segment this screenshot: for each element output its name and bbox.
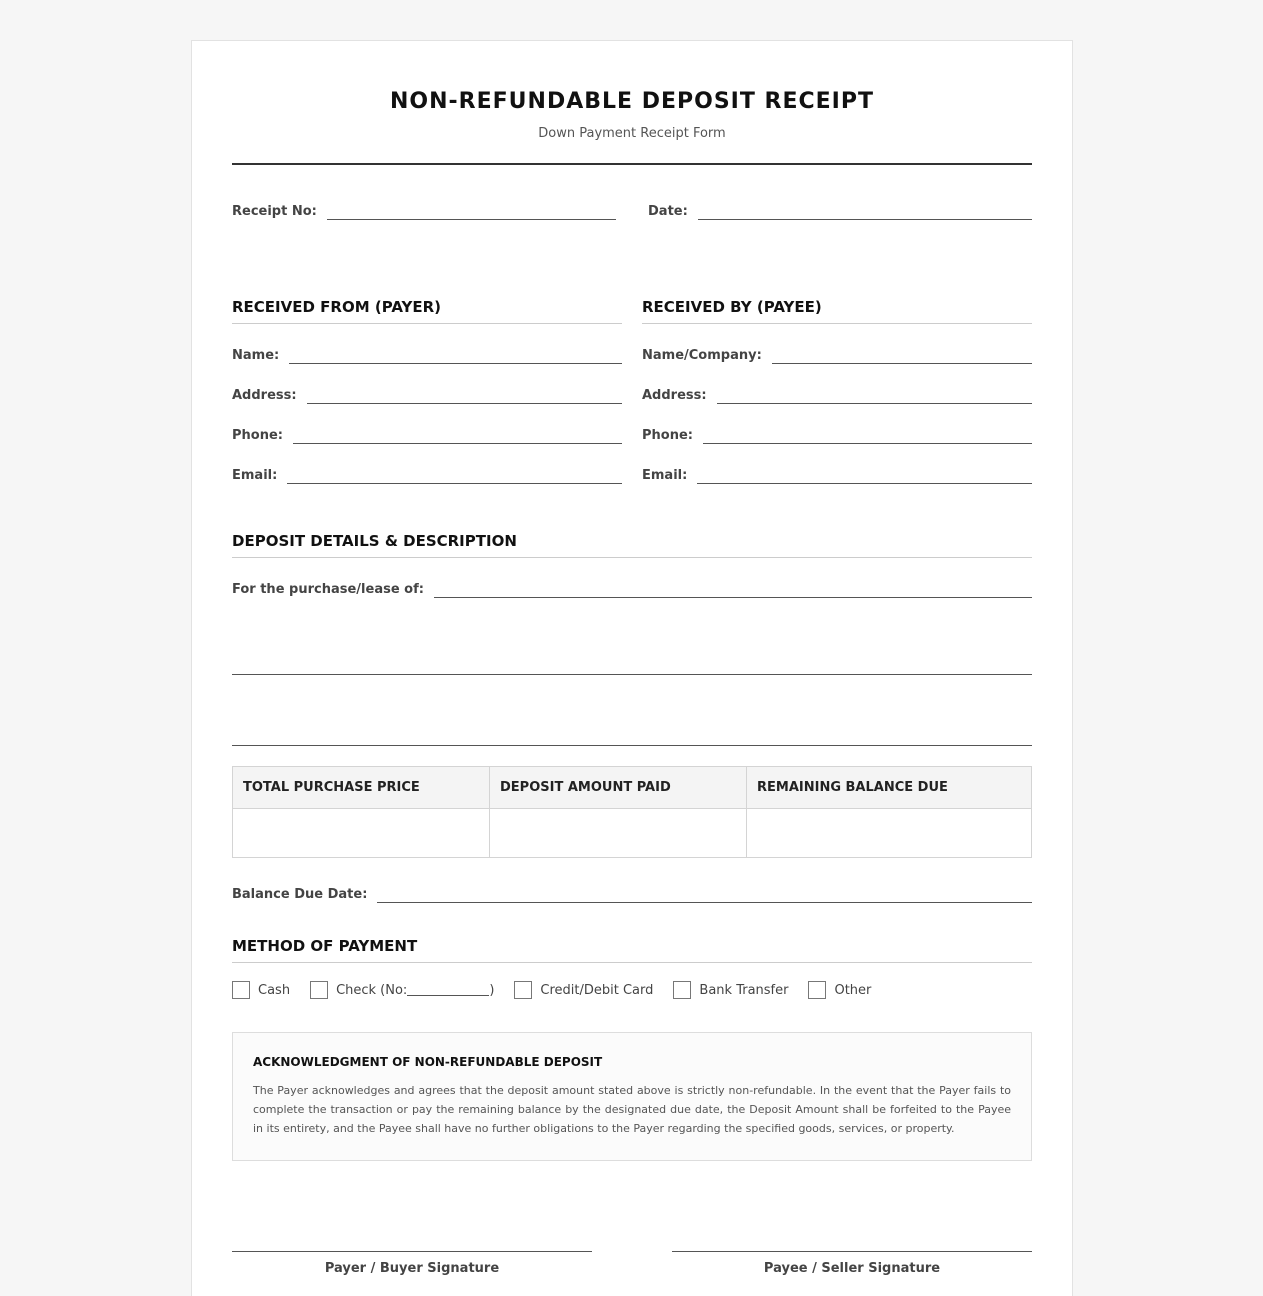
- balance-due-header: REMAINING BALANCE DUE: [747, 767, 1032, 809]
- balance-due-cell[interactable]: [747, 809, 1032, 858]
- payer-address-field: [232, 382, 622, 404]
- payment-method-heading: METHOD OF PAYMENT: [232, 937, 1032, 963]
- receipt-no-field: [232, 198, 616, 220]
- parties-section: [232, 298, 1032, 484]
- cash-label: Cash: [258, 982, 291, 998]
- signature-section: [232, 1251, 1032, 1276]
- payee-address-label: Address:: [642, 388, 707, 403]
- check-label-suffix: ): [489, 982, 495, 998]
- cash-checkbox[interactable]: [232, 981, 250, 999]
- purchase-label: For the purchase/lease of:: [232, 582, 424, 597]
- payee-signature-block: [672, 1251, 1032, 1276]
- payer-email-input[interactable]: [287, 468, 622, 484]
- payer-address-input[interactable]: [307, 388, 622, 404]
- method-other: [808, 981, 871, 999]
- payee-phone-input[interactable]: [703, 428, 1032, 444]
- payer-address-label: Address:: [232, 388, 297, 403]
- payee-heading: RECEIVED BY (PAYEE): [642, 298, 1032, 324]
- receipt-no-input[interactable]: [327, 204, 616, 220]
- amounts-header-row: [233, 767, 1032, 809]
- acknowledgment-text: The Payer acknowledges and agrees that the deposit amount stated above is strictly non-refundable. In the event that the Payer fails to complete the transaction or pay the remaining balance by the designated due date, the Deposit Amount shall be forfeited to the Payee in its entirety, and the Payee shall have no further obligations to the Payer regarding the specified goods, services, or property.: [253, 1084, 1011, 1135]
- check-number-input[interactable]: [407, 984, 489, 996]
- check-checkbox[interactable]: [310, 981, 328, 999]
- payer-name-label: Name:: [232, 348, 280, 363]
- payee-email-field: [642, 462, 1032, 484]
- payer-signature-line[interactable]: [232, 1251, 592, 1252]
- payer-phone-field: [232, 422, 622, 444]
- other-label: Other: [834, 982, 872, 998]
- payee-email-input[interactable]: [697, 468, 1032, 484]
- payer-name-field: [232, 342, 622, 364]
- method-cash: [232, 981, 290, 999]
- bank-label: Bank Transfer: [699, 982, 789, 998]
- payee-name-field: [642, 342, 1032, 364]
- check-label-prefix: Check (No:: [336, 982, 408, 998]
- acknowledgment-title: ACKNOWLEDGMENT OF NON-REFUNDABLE DEPOSIT: [253, 1055, 603, 1069]
- payee-address-field: [642, 382, 1032, 404]
- payer-email-field: [232, 462, 622, 484]
- method-check: [310, 981, 494, 999]
- purchase-input[interactable]: [434, 582, 1032, 598]
- balance-due-date-input[interactable]: [377, 887, 1032, 903]
- method-bank: [673, 981, 788, 999]
- amounts-table: [232, 766, 1032, 858]
- payee-phone-field: [642, 422, 1032, 444]
- payee-name-input[interactable]: [772, 348, 1032, 364]
- payer-phone-input[interactable]: [293, 428, 622, 444]
- payee-name-label: Name/Company:: [642, 348, 762, 363]
- payee-signature-label: Payee / Seller Signature: [763, 1261, 941, 1276]
- receipt-page: [191, 40, 1073, 1296]
- payee-phone-label: Phone:: [642, 428, 693, 443]
- method-card: [514, 981, 653, 999]
- date-field: [648, 198, 1032, 220]
- bank-checkbox[interactable]: [673, 981, 691, 999]
- receipt-meta-row: [232, 198, 1032, 220]
- payer-signature-block: [232, 1251, 592, 1276]
- deposit-heading: DEPOSIT DETAILS & DESCRIPTION: [232, 532, 1032, 558]
- title-divider: [232, 163, 1032, 165]
- payer-name-input[interactable]: [289, 348, 622, 364]
- payer-heading: RECEIVED FROM (PAYER): [232, 298, 622, 324]
- amounts-value-row: [233, 809, 1032, 858]
- payer-signature-label: Payer / Buyer Signature: [324, 1261, 500, 1276]
- document-subtitle: Down Payment Receipt Form: [538, 126, 726, 141]
- total-price-cell[interactable]: [233, 809, 490, 858]
- balance-due-date-label: Balance Due Date:: [232, 887, 368, 902]
- receipt-no-label: Receipt No:: [232, 204, 317, 219]
- acknowledgment-box: [232, 1032, 1032, 1161]
- payee-column: [642, 298, 1032, 484]
- deposit-paid-cell[interactable]: [490, 809, 747, 858]
- other-checkbox[interactable]: [808, 981, 826, 999]
- payer-email-label: Email:: [232, 468, 278, 483]
- payer-column: [232, 298, 622, 484]
- total-price-header: TOTAL PURCHASE PRICE: [233, 767, 490, 809]
- payee-email-label: Email:: [642, 468, 688, 483]
- description-line-1[interactable]: [232, 674, 1032, 675]
- card-label: Credit/Debit Card: [540, 982, 654, 998]
- document-title: NON-REFUNDABLE DEPOSIT RECEIPT: [390, 89, 874, 114]
- payer-phone-label: Phone:: [232, 428, 283, 443]
- card-checkbox[interactable]: [514, 981, 532, 999]
- payee-address-input[interactable]: [717, 388, 1032, 404]
- date-label: Date:: [648, 204, 688, 219]
- date-input[interactable]: [698, 204, 1032, 220]
- balance-due-date-field: [232, 881, 1032, 903]
- deposit-paid-header: DEPOSIT AMOUNT PAID: [490, 767, 747, 809]
- payment-methods: [232, 981, 1032, 999]
- purchase-field: [232, 576, 1032, 598]
- payee-signature-line[interactable]: [672, 1251, 1032, 1252]
- description-line-2[interactable]: [232, 745, 1032, 746]
